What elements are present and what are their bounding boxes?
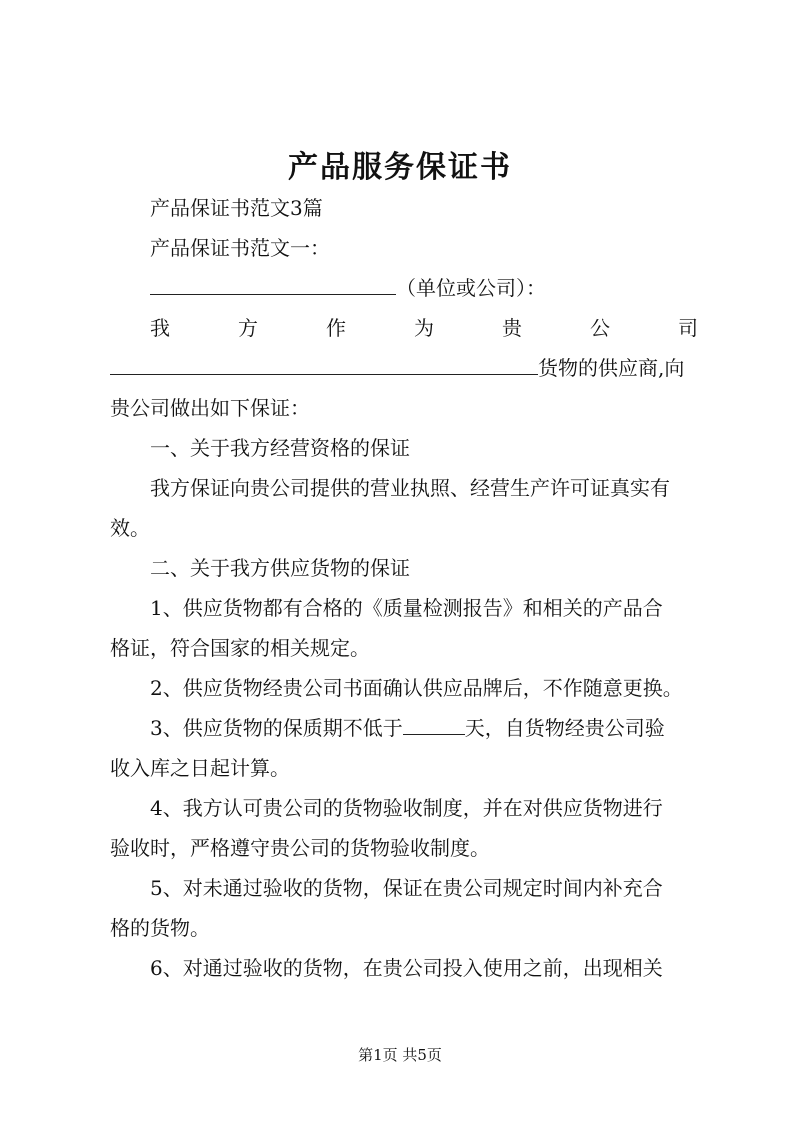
supplier-suffix: 货物的供应商,向 — [538, 356, 685, 380]
item-1-line-1: 1、供应货物都有合格的《质量检测报告》和相关的产品合 — [150, 596, 663, 620]
addressee-line — [110, 274, 740, 302]
subtitle: 产品保证书范文3篇 — [150, 196, 323, 220]
item-5-line-2: 格的货物。 — [110, 916, 210, 940]
spread-char: 贵 — [502, 316, 522, 340]
spread-char: 公 — [590, 316, 610, 340]
item-3-line-2: 收入库之日起计算。 — [110, 756, 290, 780]
paragraph-1-line-1: 我方保证向贵公司提供的营业执照、经营生产许可证真实有 — [150, 476, 670, 500]
days-blank — [403, 714, 465, 735]
item-2-line-1: 2、供应货物经贵公司书面确认供应品牌后，不作随意更换。 — [150, 676, 683, 700]
item-3-pre: 3、供应货物的保质期不低于 — [150, 716, 403, 740]
intro-end: 贵公司做出如下保证： — [110, 396, 310, 420]
spread-char: 作 — [326, 316, 346, 340]
supplier-line — [110, 354, 700, 382]
spread-line — [110, 314, 698, 342]
section-title: 产品保证书范文一： — [150, 236, 330, 260]
item-4-line-2: 验收时，严格遵守贵公司的货物验收制度。 — [110, 836, 490, 860]
document-title: 产品服务保证书 — [288, 150, 512, 185]
item-1-line-2: 格证，符合国家的相关规定。 — [110, 636, 370, 660]
paragraph-1-line-2: 效。 — [110, 516, 150, 540]
item-6-line-1: 6、对通过验收的货物，在贵公司投入使用之前，出现相关 — [150, 956, 663, 980]
spread-char: 方 — [238, 316, 258, 340]
item-4-line-1: 4、我方认可贵公司的货物验收制度，并在对供应货物进行 — [150, 796, 663, 820]
addressee-blank — [150, 274, 396, 295]
item-5-line-1: 5、对未通过验收的货物，保证在贵公司规定时间内补充合 — [150, 876, 663, 900]
heading-1: 一、关于我方经营资格的保证 — [150, 436, 410, 460]
spread-char: 为 — [414, 316, 434, 340]
supplier-blank — [110, 354, 538, 375]
heading-2: 二、关于我方供应货物的保证 — [150, 556, 410, 580]
item-3-line-1 — [110, 714, 740, 742]
addressee-suffix: （单位或公司）： — [396, 276, 546, 300]
page-footer: 第1页 共5页 — [358, 1046, 442, 1064]
item-3-post: 天，自货物经贵公司验 — [464, 716, 665, 740]
spread-char: 司 — [678, 316, 698, 340]
spread-char: 我 — [150, 316, 170, 340]
